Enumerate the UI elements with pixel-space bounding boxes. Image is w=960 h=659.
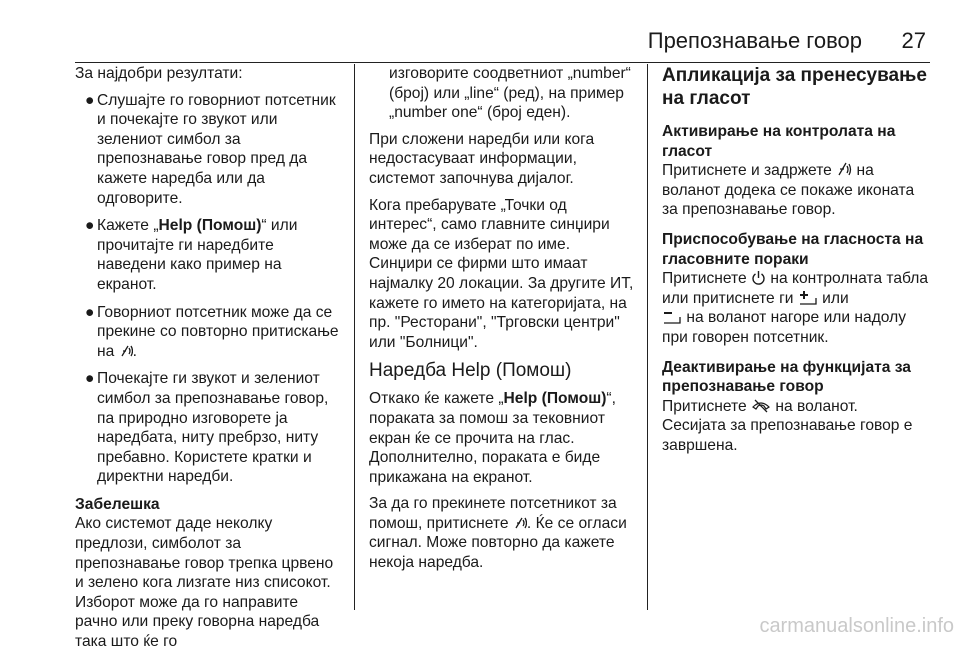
help-command: Help (Помош) [158,217,262,235]
power-knob-icon [751,270,766,286]
activate-text: Притиснете и задржете на воланот додека се покаже иконата за препознавање говор. [662,162,915,219]
list-item [75,303,343,362]
bullet-text: Говорниот потсетник може да се прекине со повторно притискање на [97,303,339,360]
deactivate-heading: Деактивирање на функцијата за препознавање говор [662,358,911,396]
help-command: Help (Помош) [503,390,607,408]
column-divider-2 [647,64,648,610]
column-divider-1 [354,64,355,610]
column-1 [75,64,343,659]
bullet-dot: ● [85,91,95,109]
interrupt-help-text: За да го прекинете потсетникот за помош, притиснете . Ќе се огласи сигнал. Може повторно да кажете некоја наредба. [369,495,627,572]
bullet-period: . [132,342,137,360]
list-item [75,91,343,209]
list-item [75,216,343,294]
poi-search-text: Кога пребарувате „Точки од интерес“, само главните синџири може да се изберат по име. Синџири се фирми што имаат најмалку 20 локации. За другите ИТ, кажете го името на категоријата, на пр. "Ресторани", "Трговски центри" или "Болници". [369,196,634,351]
bullet-text: Слушајте го говорниот потсетник и почекајте го звукот или зелениот симбол за препознавање говор пред да кажете наредба или да одговорите. [97,91,336,207]
page-header-title: Препознавање говор [647,28,862,53]
page-header [75,22,930,63]
list-item [75,369,343,487]
bullet-text-post: “ или прочитајте ги наредбите наведени како пример на екранот. [97,217,298,293]
session-ended-text: Сесијата за препознавање говор е завршена. [662,417,913,454]
voice-control-icon [836,161,852,178]
bullet-dot: ● [85,370,95,388]
note-text: Ако системот даде неколку предлози, симболот за препознавање говор трепка црвено и зелено кога лизгате низ списокот. Изборот може да го направите рачно или преку говорна наредба така што ќе го [75,515,334,651]
voice-control-icon [119,343,133,359]
volume-heading: Приспособување на гласноста на гласовните пораки [662,230,924,268]
deactivate-text: Притиснете на воланот. [662,397,858,415]
bullet-dot: ● [85,303,95,321]
voice-control-icon [513,515,527,531]
watermark: carmanualsonline.info [759,615,954,637]
results-intro: За најдобри резултати: [75,65,243,82]
bullet-dot: ● [85,217,95,235]
column-2 [369,64,635,580]
note-heading: Забелешка [75,495,160,513]
volume-down-icon [662,308,682,325]
column-3 [662,64,930,463]
help-text: Откако ќе кажете „Help (Помош)“, пораката за помош за тековниот екран ќе се прочита на глас. Дополнително, пораката е биде прикажана на екранот. [369,390,616,486]
complex-commands-text: При сложени наредби или кога недостасуваат информации, системот започнува дијалог. [369,130,595,187]
continued-text: изговорите соодветниот „number“ (број) или „line“ (ред), на пример „number one“ (број еден). [389,65,631,122]
end-call-icon [751,398,771,414]
help-command-heading: Наредба Help (Помош) [369,360,572,382]
activate-heading: Активирање на контролата на гласот [662,123,896,160]
bullet-text-pre: Кажете „ [97,217,159,235]
page-number: 27 [901,28,926,53]
volume-text: Притиснете на контролната табла или притиснете ги или на воланот нагоре или надолу при говорен потсетник. [662,270,929,346]
voice-pass-through-heading: Апликација за пренесување на гласот [662,65,927,109]
volume-up-icon [798,289,818,306]
bullet-text: Почекајте ги звукот и зелениот симбол за препознавање говор, па природно изговорете ја наредбата, ниту пребрзо, ниту пребавно. Користете кратки и директни наредби. [97,370,329,486]
